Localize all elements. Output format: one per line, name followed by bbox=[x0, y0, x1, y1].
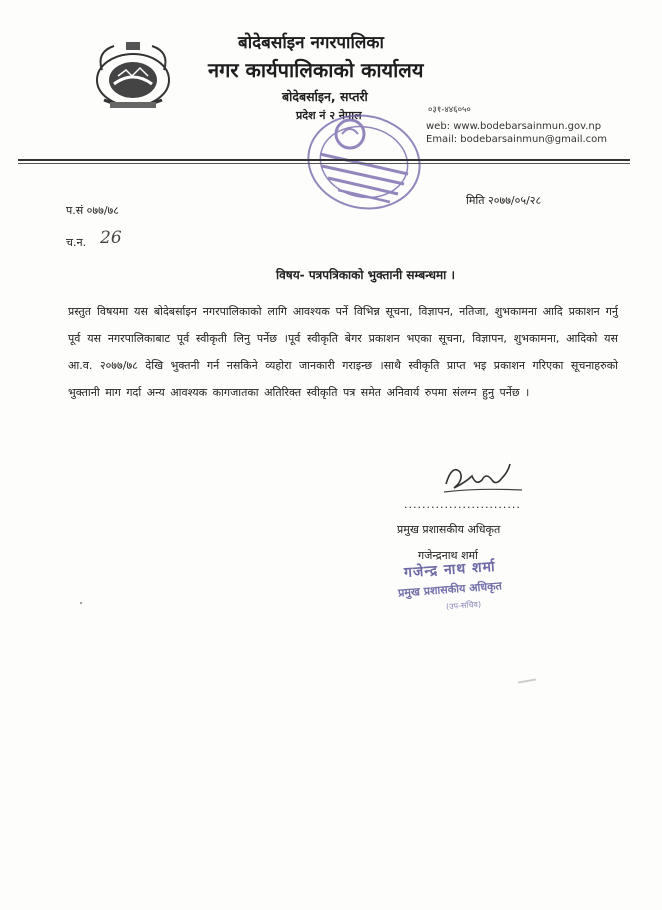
phone-number: ०३१-४४६०५० bbox=[428, 105, 471, 115]
paper-mark bbox=[518, 678, 536, 683]
header-rule bbox=[18, 159, 630, 161]
office-seal-stamp bbox=[298, 104, 426, 220]
letter-reference: प.सं ०७७/७८ bbox=[66, 204, 119, 217]
header-rule-thin bbox=[18, 163, 630, 164]
letter-date: मिति २०७७/०५/२८ bbox=[466, 194, 542, 207]
name-stamp: गजेन्द्र नाथ शर्मा bbox=[403, 558, 497, 582]
signatory-title: प्रमुख प्रशासकीय अधिकृत bbox=[397, 523, 501, 536]
email-address: Email: bodebarsainmun@gmail.com bbox=[426, 134, 608, 145]
website: web: www.bodebarsainmun.gov.np bbox=[426, 121, 602, 132]
letter-subject: विषय- पत्रपत्रिकाको भुक्तानी सम्बन्धमा । bbox=[276, 268, 455, 282]
letter-body: प्रस्तुत विषयमा यस बोदेबर्साइन नगरपालिकाको लागि आवश्यक पर्ने विभिन्न सूचना, विज्ञापन, नतिजा, शुभकामना आदि प्रकाशन गर्नु पूर्व यस नगरपालिकाबाट पूर्व स्वीकृती लिनु पर्नेछ ।पूर्व स्वीकृति बेगर प्रकाशन भएका सूचना, विज्ञापन, शुभकामना, आदिको यस आ.व. २०७७/७८ देखि भुक्तनी गर्न नसकिने व्यहोरा जानकारी गराइन्छ ।साथै स्वीकृति प्राप्त भइ प्रकाशन गरिएका सूचनाहरुको भुक्तानी माग गर्दा अन्य आवश्यक कागजातका अतिरिक्त स्वीकृति पत्र समेत अनिवार्य रुपमा संलग्न हुनु पर्नेछ । bbox=[68, 305, 618, 399]
title-stamp: प्रमुख प्रशासकीय अधिकृत bbox=[397, 579, 503, 600]
signature bbox=[438, 458, 528, 498]
signature-line: .......................... bbox=[404, 498, 521, 511]
nepal-emblem-icon bbox=[92, 40, 174, 112]
signatory-name: गजेन्द्रनाथ शर्मा bbox=[418, 549, 478, 562]
dispatch-label: च.न. bbox=[66, 236, 87, 249]
office-address: बोदेबर्साइन, सप्तरी bbox=[282, 89, 368, 104]
rank-stamp: (उप-सचिव) bbox=[445, 599, 482, 612]
municipality-name: बोदेबर्साइन नगरपालिका bbox=[238, 33, 384, 53]
dispatch-number: 26 bbox=[100, 228, 122, 248]
province: प्रदेश नं २ नेपाल bbox=[296, 109, 362, 122]
office-name: नगर कार्यपालिकाको कार्यालय bbox=[208, 58, 424, 82]
paper-speck bbox=[80, 602, 82, 604]
